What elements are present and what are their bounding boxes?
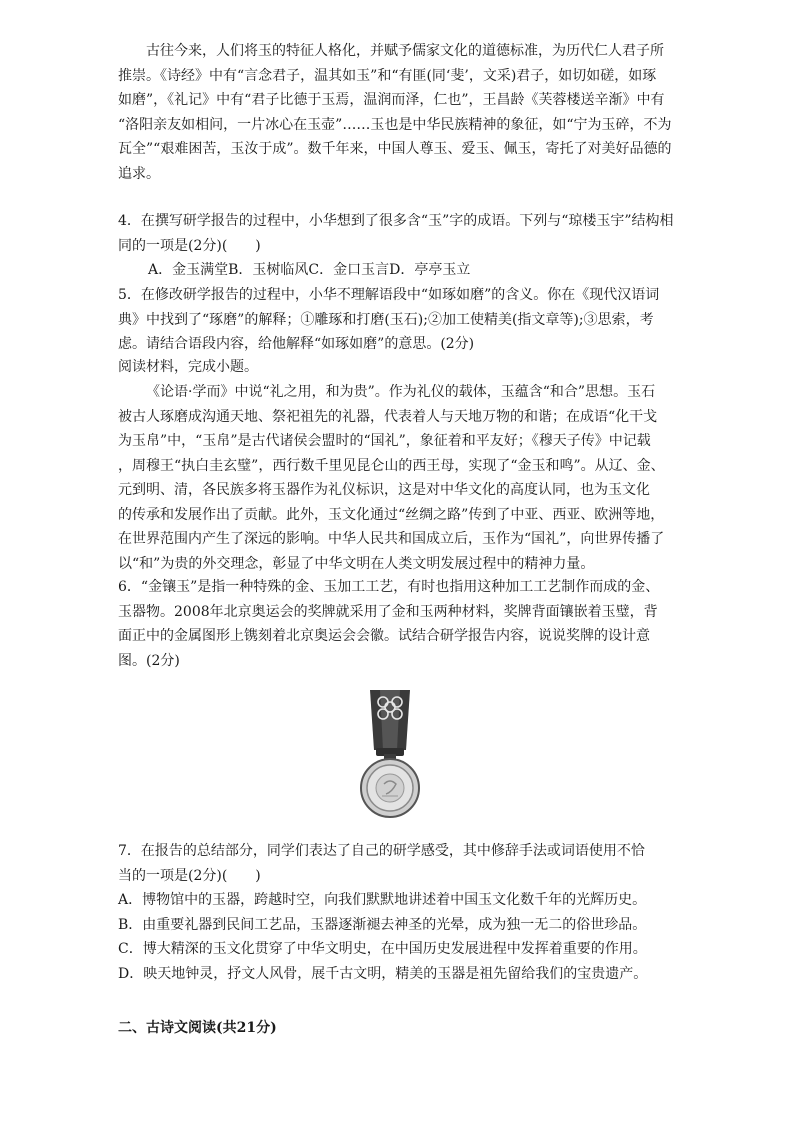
question-line: 同的一项是(2分)( ) xyxy=(118,237,261,254)
passage-line: 元到明、清，各民族多将玉器作为礼仪标识，这是对中华文化的高度认同，也为玉文化 xyxy=(118,482,650,498)
option-a: A．博物馆中的玉器，跨越时空，向我们默默地讲述着中国玉文化数千年的光辉历史。 xyxy=(118,892,647,908)
question-line: 4．在撰写研学报告的过程中，小华想到了很多含“玉”字的成语。下列与“琼楼玉宇”结构相 xyxy=(118,213,674,229)
passage-line: 为玉帛”中，“玉帛”是古代诸侯会盟时的“国礼”，象征着和平友好；《穆天子传》中记载 xyxy=(118,433,651,449)
section-2-title xyxy=(118,1016,678,1041)
option-c: C．博大精深的玉文化贯穿了中华文明史，在中国历史发展进程中发挥着重要的作用。 xyxy=(118,941,647,957)
passage-line: 追求。 xyxy=(118,165,160,182)
question-6 xyxy=(118,575,678,673)
option-b: B．由重要礼器到民间工艺品，玉器逐渐褪去神圣的光晕，成为独一无二的俗世珍品。 xyxy=(118,916,647,933)
intro-passage xyxy=(118,39,678,186)
question-line: 虑。请结合语段内容，给他解释“如琢如磨”的意思。(2分) xyxy=(118,336,475,352)
passage-line: 在世界范围内产生了深远的影响。中华人民共和国成立后，玉作为“国礼”，向世界传播了 xyxy=(118,531,665,547)
question-line: 5．在修改研学报告的过程中，小华不理解语段中“如琢如磨”的含义。你在《现代汉语词 xyxy=(118,287,660,303)
question-line: 典》中找到了“琢磨”的解释；①雕琢和打磨(玉石);②加工使精美(指文章等);③思索，考 xyxy=(118,311,654,328)
question-line: 当的一项是(2分)( ) xyxy=(118,867,261,884)
section-2-title-text: 二、古诗文阅读(共21分) xyxy=(118,1020,277,1036)
option-d: D．映天地钟灵，抒文人风骨，展千古文明，精美的玉器是祖先留给我们的宝贵遗产。 xyxy=(118,965,648,982)
question-line: 7．在报告的总结部分，同学们表达了自己的研学感受，其中修辞手法或词语使用不恰 xyxy=(118,843,645,859)
question-line: 面正中的金属图形上镌刻着北京奥运会会徽。试结合研学报告内容，说说奖牌的设计意 xyxy=(118,628,650,644)
question-line: 图。(2分) xyxy=(118,652,180,669)
passage-line: 古往今来，人们将玉的特征人格化，并赋予儒家文化的道德标准，为历代仁人君子所 xyxy=(146,43,664,59)
question-4-options: A．金玉满堂B．玉树临风C．金口玉言D．亭亭玉立 xyxy=(148,262,471,278)
question-7 xyxy=(118,839,678,986)
passage-line: 被古人琢磨成沟通天地、祭祀祖先的礼器，代表着人与天地万物的和谐；在成语“化干戈 xyxy=(118,408,658,425)
medal-icon xyxy=(340,688,440,820)
passage-line: 瓦全”“艰难困苦，玉汝于成”。数千年来，中国人尊玉、爱玉、佩玉，寄托了对美好品德的 xyxy=(118,141,672,157)
question-line: 6．“金镶玉”是指一种特殊的金、玉加工工艺，有时也指用这种加工工艺制作而成的金、 xyxy=(118,579,660,595)
passage-line: 如磨”，《礼记》中有“君子比德于玉焉，温润而泽，仁也”，王昌龄《芙蓉楼送辛渐》中有 xyxy=(118,92,665,108)
passage-line: 的传承和发展作出了贡献。此外，玉文化通过“丝绸之路”传到了中亚、西亚、欧洲等地， xyxy=(118,506,665,523)
passage-line: 推崇。《诗经》中有“言念君子，温其如玉”和“有匪(同‘斐’，文采)君子，如切如磋，如琢 xyxy=(118,67,657,84)
reading-passage xyxy=(118,380,678,576)
question-line: 玉器物。2008年北京奥运会的奖牌就采用了金和玉两种材料，奖牌背面镶嵌着玉璧，背 xyxy=(118,603,658,620)
reading-instruction-text: 阅读材料，完成小题。 xyxy=(118,359,258,375)
reading-instruction xyxy=(118,355,678,380)
olympic-medal-image xyxy=(340,688,440,820)
passage-line: ，周穆王“执白圭玄璧”，西行数千里见昆仑山的西王母，实现了“金玉和鸣”。从辽、金、 xyxy=(118,457,665,474)
passage-line: 《论语·学而》中说“礼之用，和为贵”。作为礼仪的载体，玉蕴含“和合”思想。玉石 xyxy=(146,384,656,400)
passage-line: “洛阳亲友如相问，一片冰心在玉壶”……玉也是中华民族精神的象征，如“宁为玉碎，不为 xyxy=(118,116,672,133)
passage-line: 以“和”为贵的外交理念，彰显了中华文明在人类文明发展过程中的精神力量。 xyxy=(118,555,595,572)
question-4 xyxy=(118,209,678,283)
question-5 xyxy=(118,283,678,357)
